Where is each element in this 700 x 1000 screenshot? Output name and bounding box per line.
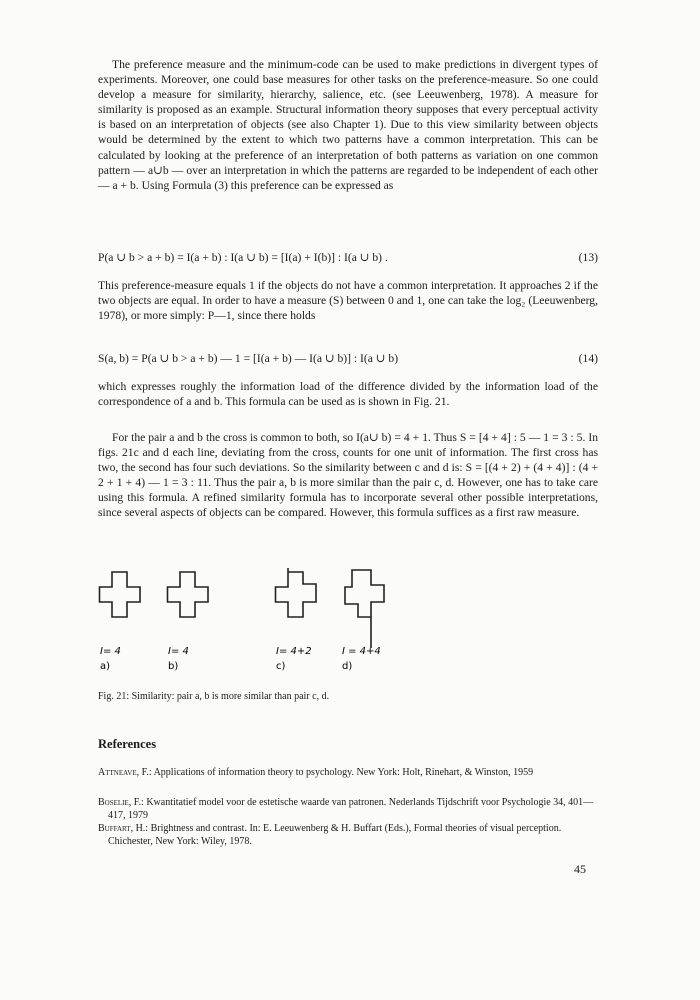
paragraph-information-load: which expresses roughly the information load of the difference divided by the information load of the correspondence of a and b. This formula can be used as is shown in Fig. 21. [98,380,598,409]
figure-sublabel-a: a) [100,661,111,672]
page-number: 45 [574,862,586,876]
figure-caption: Fig. 21: Similarity: pair a, b is more similar than pair c, d. [98,691,330,702]
reference-author: Boselie, F. [98,797,142,808]
cross-c [276,568,317,617]
cross-d [345,570,384,648]
equation-13 [98,250,598,266]
reference-text: : Brightness and contrast. In: E. Leeuwenberg & H. Buffart (Eds.), Formal theories of visual perception. Chichester, New York: Wiley, 1978. [108,823,562,847]
figure-label-b: I= 4 [168,646,189,657]
equation-14-number: (14) [578,352,598,365]
cross-b [168,572,209,617]
figure-label-a: I= 4 [100,646,121,657]
figure-21 [98,562,418,682]
reference-text: : Kwantitatief model voor de estetische waarde van patronen. Nederlands Tijdschrift voor Psychologie 34, 401—417, 1979 [108,797,594,821]
reference-author: Buffart, H. [98,823,146,834]
paragraph-preference-equals: This preference-measure equals 1 if the objects do not have a common interpretation. It approaches 2 if the two objects are equal. In order to have a measure (S) between 0 and 1, one can take the log₂ (Leeuwenberg, 1978), or more simply: P—1, since there holds [98,279,598,323]
reference-item [98,796,598,822]
equation-13-text: P(a ∪ b > a + b) = I(a + b) : I(a ∪ b) = [I(a) + I(b)] : I(a ∪ b) . [98,251,388,264]
reference-text: : Applications of information theory to psychology. New York: Holt, Rinehart, & Winston, 1959 [148,767,534,778]
references-heading: References [98,737,157,751]
paragraph-preference-measure: The preference measure and the minimum-code can be used to make predictions in divergent types of experiments. Moreover, one could base measures for other tasks on the preference-measure. So one could develop a measure for similarity, hierarchy, salience, etc. (see Leeuwenberg, 1978). A measure for similarity is proposed as an example. Structural information theory supposes that every perceptual activity is based on an interpretation of objects (see also Chapter 1). Due to this view similarity between objects would be determined by the extent to which two patterns have a common interpretation. This can be calculated by looking at the preference of an interpretation of both patterns as variation on one common pattern — a∪b — over an interpretation in which the patterns are regarded to be independent of each other — a + b. Using Formula (3) this preference can be expressed as [98,58,598,192]
reference-author: Attneave, F. [98,767,149,778]
figure-label-d: I = 4+4 [342,646,381,657]
reference-item [98,766,598,779]
figure-label-c: I= 4+2 [276,646,312,657]
equation-14-text: S(a, b) = P(a ∪ b > a + b) — 1 = [I(a + b) — I(a ∪ b)] : I(a ∪ b) [98,352,399,365]
figure-sublabel-d: d) [342,661,353,672]
figure-sublabel-c: c) [276,661,286,672]
equation-14 [98,351,598,367]
figure-sublabel-b: b) [168,661,179,672]
paragraph-pair-example: For the pair a and b the cross is common to both, so I(a∪ b) = 4 + 1. Thus S = [4 + 4] : 5 — 1 = 3 : 5. In figs. 21c and d each line, deviating from the cross, counts for one unit of information. The first cross has two, the second has four such deviations. So the similarity between c and d is: S = [(4 + 2) + (4 + 4)] : (4 + 2 + 1 + 4) — 1 = 3 : 11. Thus the pair a, b is more similar than the pair c, d. However, one has to take care using this formula. A refined similarity formula has to incorporate several other possible interpretations, since several aspects of objects can be compared. However, this formula suffices as a first raw measure. [98,431,598,520]
cross-a [100,572,141,617]
reference-item [98,822,598,848]
equation-13-number: (13) [578,251,598,264]
